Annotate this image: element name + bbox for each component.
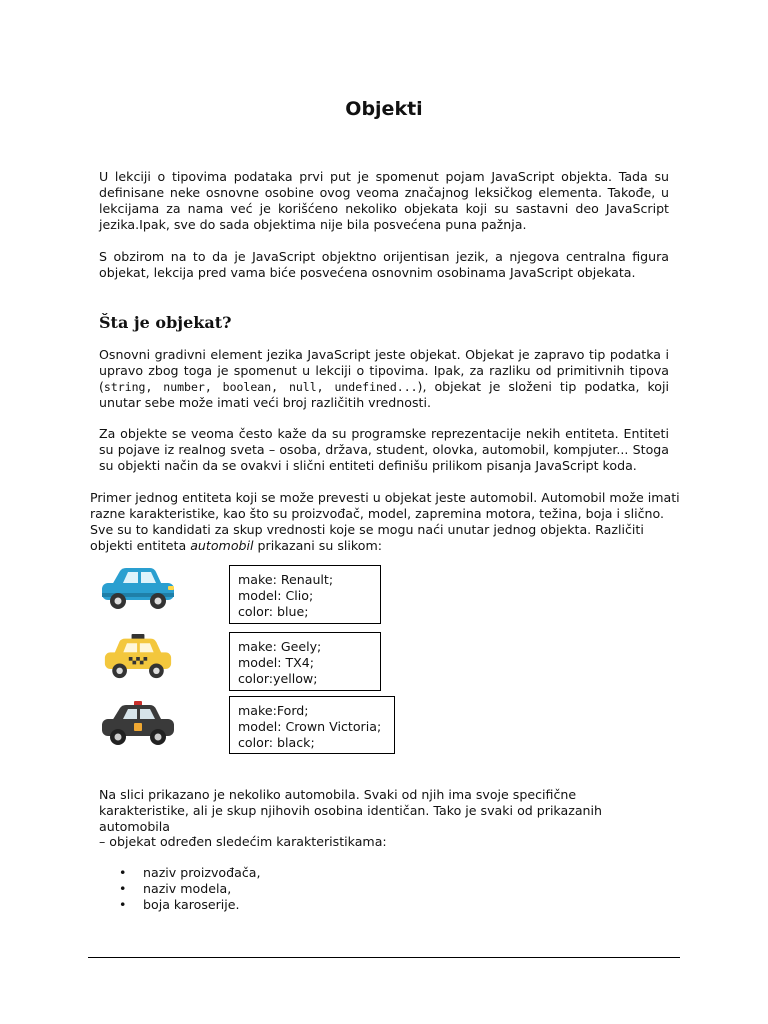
property-model: model: Crown Victoria;: [238, 719, 382, 734]
property-color: color: blue;: [238, 604, 309, 619]
car-properties-box-2: [229, 632, 381, 691]
car-properties-box-1: [229, 565, 381, 624]
property-make: make: Geely;: [238, 639, 322, 654]
page-title: Objekti: [345, 98, 423, 120]
text-span: prikazani su slikom:: [253, 538, 382, 553]
text-span: Osnovni gradivni element jezika JavaScript jeste objekat. Objekat je zapravo tip podatka i upravo zbog toga je spomenut u lekciji o tipovima. Ipak, za razliku od primitivnih tipova (: [99, 347, 669, 394]
property-model: model: TX4;: [238, 655, 315, 670]
conclusion-paragraph-2: – objekat određen sledećim karakteristikama:: [99, 834, 387, 849]
footer-divider: [88, 957, 680, 958]
characteristics-list: [99, 865, 499, 913]
primitive-types-code: string, number, boolean, null, undefined...: [103, 380, 418, 394]
text-span: ), objekat je složeni tip podatka, koji unutar sebe može imati veći broj različitih vrednosti.: [99, 379, 669, 410]
property-make: make:Ford;: [238, 703, 309, 718]
property-color: color:yellow;: [238, 671, 318, 686]
yellow-taxi-icon: [98, 634, 178, 680]
blue-car-icon: [98, 565, 178, 611]
list-item: • boja karoserije.: [99, 897, 499, 913]
intro-paragraph-2: S obzirom na to da je JavaScript objektno orijentisan jezik, a njegova centralna figura objekat, lekcija pred vama biće posvećena osnovnim osobinama JavaScript objekata.: [99, 249, 669, 280]
property-color: color: black;: [238, 735, 315, 750]
car-properties-box-3: [229, 696, 395, 754]
section-paragraph-1: [99, 347, 669, 411]
black-police-car-icon: [98, 701, 178, 747]
conclusion-paragraph-1: Na slici prikazano je nekoliko automobila. Svaki od njih ima svoje specifične karakteristike, ali je skup njihovih osobina identičan. Tako je svaki od prikazanih automobila: [99, 787, 603, 834]
section-paragraph-2: Za objekte se veoma često kaže da su programske reprezentacije nekih entiteta. Entiteti su pojave iz realnog sveta – osoba, država, student, olovka, automobil, kompjuter... Stoga su objekti način da se ovakvi i slični entiteti definišu prilikom pisanja JavaScript koda.: [99, 426, 669, 473]
section-heading: Šta je objekat?: [99, 313, 232, 332]
text-span: Primer jednog entiteta koji se može prevesti u objekat jeste automobil. Automobil može imati razne karakteristike, kao što su proizvođač, model, zapremina motora, težina, boja i slično. Sve su to kandidati za skup vrednosti koje se mogu naći unutar jednog objekta. Različiti objekti entiteta: [90, 490, 680, 553]
property-model: model: Clio;: [238, 588, 314, 603]
intro-paragraph-1: U lekciji o tipovima podataka prvi put je spomenut pojam JavaScript objekta. Tada su definisane neke osnovne osobine ovog veoma značajnog leksičkog elementa. Takođe, u lekcijama za nama već je korišćeno nekoliko objekata koji su sastavni deo JavaScript jezika.Ipak, sve do sada objektima nije bila posvećena puna pažnja.: [99, 169, 669, 232]
list-item: • naziv modela,: [99, 881, 499, 897]
list-item: • naziv proizvođača,: [99, 865, 499, 881]
property-make: make: Renault;: [238, 572, 334, 587]
emphasis-automobil: automobil: [190, 538, 254, 553]
section-paragraph-3: [90, 490, 680, 554]
